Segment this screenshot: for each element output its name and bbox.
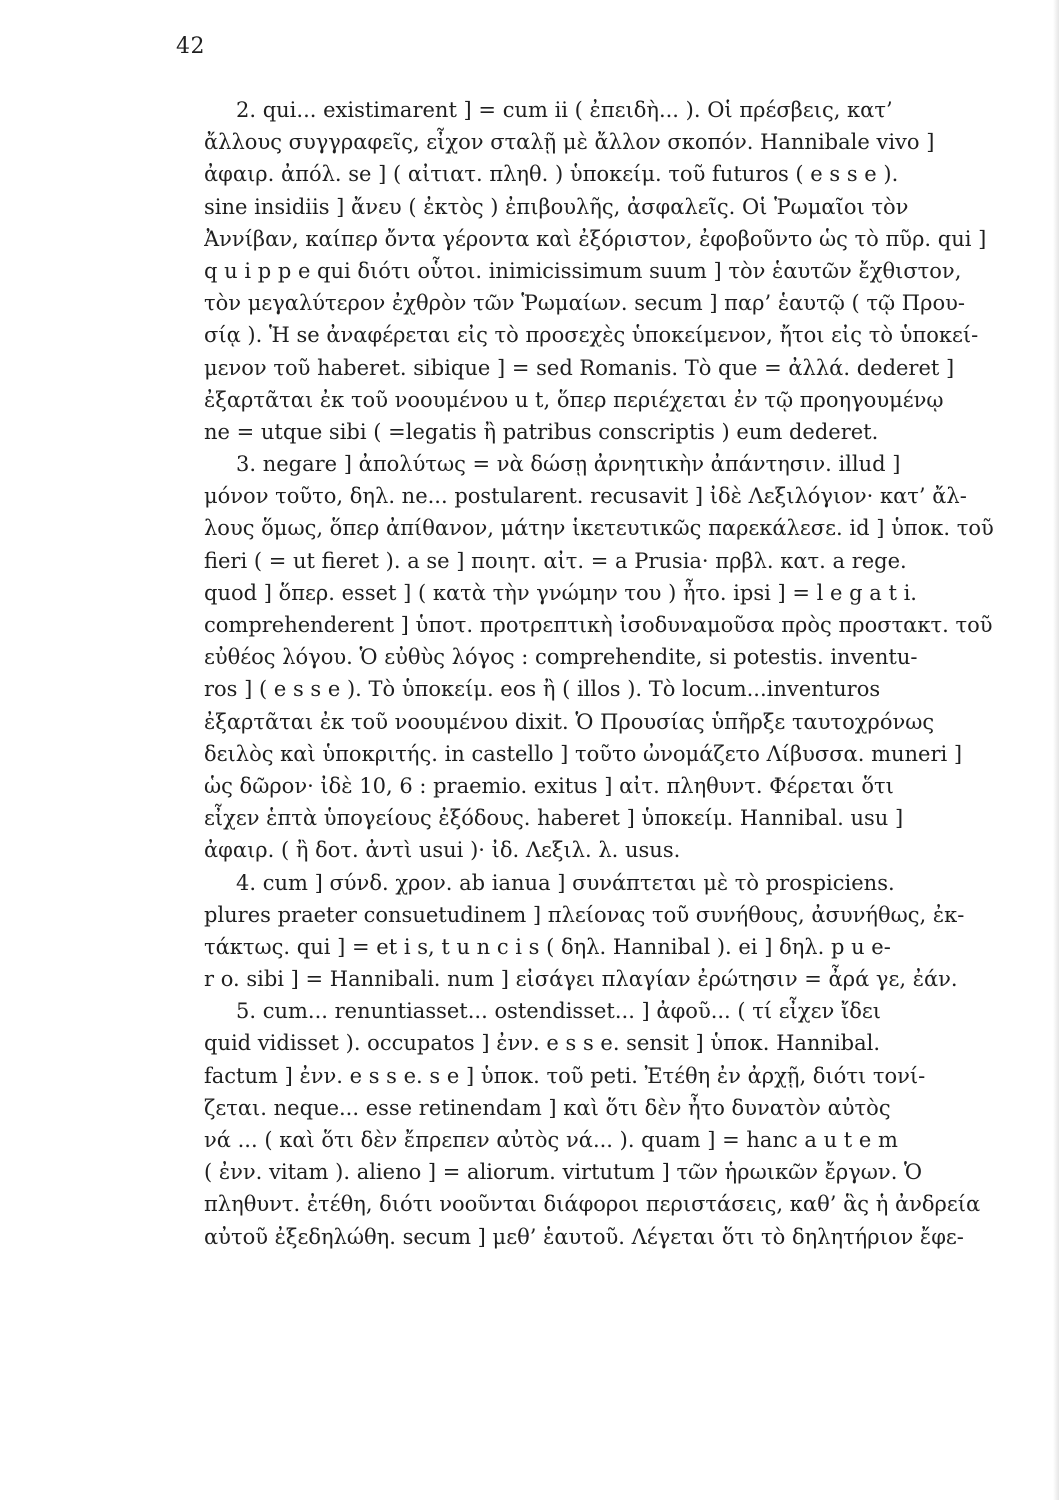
text-line: μόνον τοῦτο, δηλ. ne... postularent. recusavit ] ἰδὲ Λεξιλόγιον· κατ’ ἄλ- — [204, 484, 967, 509]
text-line: λους ὅμως, ὅπερ ἀπίθανον, μάτην ἱκετευτικῶς παρεκάλεσε. id ] ὑποκ. τοῦ — [204, 516, 994, 541]
page-number: 42 — [176, 34, 205, 59]
text-line: ἀφαιρ. ( ἢ δοτ. ἀντὶ usui )· ἰδ. Λεξιλ. λ. usus. — [204, 838, 681, 863]
text-line: 3. negare ] ἀπολύτως = νὰ δώσῃ ἀρνητικὴν ἀπάντησιν. illud ] — [236, 452, 901, 477]
text-line: quod ] ὅπερ. esset ] ( κατὰ τὴν γνώμην του ) ἦτο. ipsi ] = l e g a t i. — [204, 580, 917, 605]
text-line: ἀφαιρ. ἀπόλ. se ] ( αἰτιατ. πληθ. ) ὑποκείμ. τοῦ futuros ( e s s e ). — [204, 162, 899, 187]
text-line: ἐξαρτᾶται ἐκ τοῦ νοουμένου dixit. Ὁ Προυσίας ὑπῆρξε ταυτοχρόνως — [204, 709, 935, 734]
text-line: quid vidisset ). occupatos ] ἐνν. e s s e. sensit ] ὑποκ. Hannibal. — [204, 1031, 881, 1056]
text-line: comprehenderent ] ὑποτ. προτρεπτικὴ ἰσοδυναμοῦσα πρὸς προστακτ. τοῦ — [204, 613, 993, 637]
text-line: ἐξαρτᾶται ἐκ τοῦ νοουμένου u t, ὅπερ περιέχεται ἐν τῷ προηγουμένῳ — [204, 387, 944, 412]
text-line: q u i p p e qui διότι οὗτοι. inimicissimum suum ] τὸν ἑαυτῶν ἔχθιστον, — [204, 258, 962, 283]
text-line: Ἀννίβαν, καίπερ ὄντα γέροντα καὶ ἐξόριστον, ἐφοβοῦντο ὡς τὸ πῦρ. qui ] — [204, 226, 987, 251]
text-line: ὡς δῶρον· ἰδὲ 10, 6 : praemio. exitus ] αἰτ. πληθυντ. Φέρεται ὅτι — [204, 773, 894, 798]
text-line: ne = utque sibi ( =legatis ἢ patribus conscriptis ) eum dederet. — [204, 419, 879, 444]
text-line: τὸν μεγαλύτερον ἐχθρὸν τῶν Ῥωμαίων. secum ] παρ’ ἑαυτῷ ( τῷ Πρου- — [204, 291, 965, 316]
text-line: ( ἐνν. vitam ). alieno ] = aliorum. virtutum ] τῶν ἡρωικῶν ἔργων. Ὁ — [204, 1160, 923, 1185]
text-line: ros ] ( e s s e ). Τὸ ὑποκείμ. eos ἢ ( illos ). Τὸ locum...inventuros — [204, 677, 881, 702]
page-edge-shadow — [1053, 0, 1059, 1500]
commentary-text — [204, 94, 1032, 1253]
text-line: ζεται. neque... esse retinendam ] καὶ ὅτι δὲν ἦτο δυνατὸν αὐτὸς — [204, 1095, 891, 1120]
text-line: μενον τοῦ haberet. sibique ] = sed Romanis. Τὸ que = ἀλλά. dederet ] — [204, 355, 955, 380]
text-line: εὐθέος λόγου. Ὁ εὐθὺς λόγος : comprehendite, si potestis. inventu- — [204, 645, 918, 670]
text-line: 5. cum... renuntiasset... ostendisset... ] ἀφοῦ... ( τί εἶχεν ἴδει — [236, 999, 881, 1024]
text-line: σίᾳ ). Ἡ se ἀναφέρεται εἰς τὸ προσεχὲς ὑποκείμενον, ἤτοι εἰς τὸ ὑποκεί- — [204, 323, 979, 348]
text-line: r o. sibi ] = Hannibali. num ] εἰσάγει πλαγίαν ἐρώτησιν = ἆρά γε, ἐάν. — [204, 967, 958, 992]
text-line: ἄλλους συγγραφεῖς, εἶχον σταλῇ μὲ ἄλλον σκοπόν. Hannibale vivo ] — [204, 130, 935, 155]
text-line: fieri ( = ut fieret ). a se ] ποιητ. αἰτ. = a Prusia· πρβλ. κατ. a rege. — [204, 548, 907, 573]
text-line: εἶχεν ἑπτὰ ὑπογείους ἐξόδους. haberet ] ὑποκείμ. Hannibal. usu ] — [204, 806, 904, 831]
text-line: δειλὸς καὶ ὑποκριτής. in castello ] τοῦτο ὠνομάζετο Λίβυσσα. muneri ] — [204, 741, 963, 766]
text-line: 2. qui... existimarent ] = cum ii ( ἐπειδὴ... ). Οἱ πρέσβεις, κατ’ — [236, 98, 893, 122]
text-line: factum ] ἐνν. e s s e. s e ] ὑποκ. τοῦ peti. Ἐτέθη ἐν ἀρχῇ, διότι τονί- — [204, 1063, 926, 1088]
text-line: νά ... ( καὶ ὅτι δὲν ἔπρεπεν αὐτὸς νά... ). quam ] = hanc a u t e m — [204, 1128, 898, 1152]
text-line: 4. cum ] σύνδ. χρον. ab ianua ] συνάπτεται μὲ τὸ prospiciens. — [236, 870, 895, 895]
text-line: τάκτως. qui ] = et i s, t u n c i s ( δηλ. Hannibal ). ei ] δηλ. p u e- — [204, 934, 891, 959]
text-line: plures praeter consuetudinem ] πλείονας τοῦ συνήθους, ἀσυνήθως, ἐκ- — [204, 902, 965, 927]
text-line: αὐτοῦ ἐξεδηλώθη. secum ] μεθ’ ἑαυτοῦ. Λέγεται ὅτι τὸ δηλητήριον ἔφε- — [204, 1224, 964, 1249]
text-line: sine insidiis ] ἄνευ ( ἐκτὸς ) ἐπιβουλῆς, ἀσφαλεῖς. Οἱ Ῥωμαῖοι τὸν — [204, 194, 909, 219]
text-line: πληθυντ. ἐτέθη, διότι νοοῦνται διάφοροι περιστάσεις, καθ’ ἃς ἡ ἀνδρεία — [204, 1192, 981, 1217]
